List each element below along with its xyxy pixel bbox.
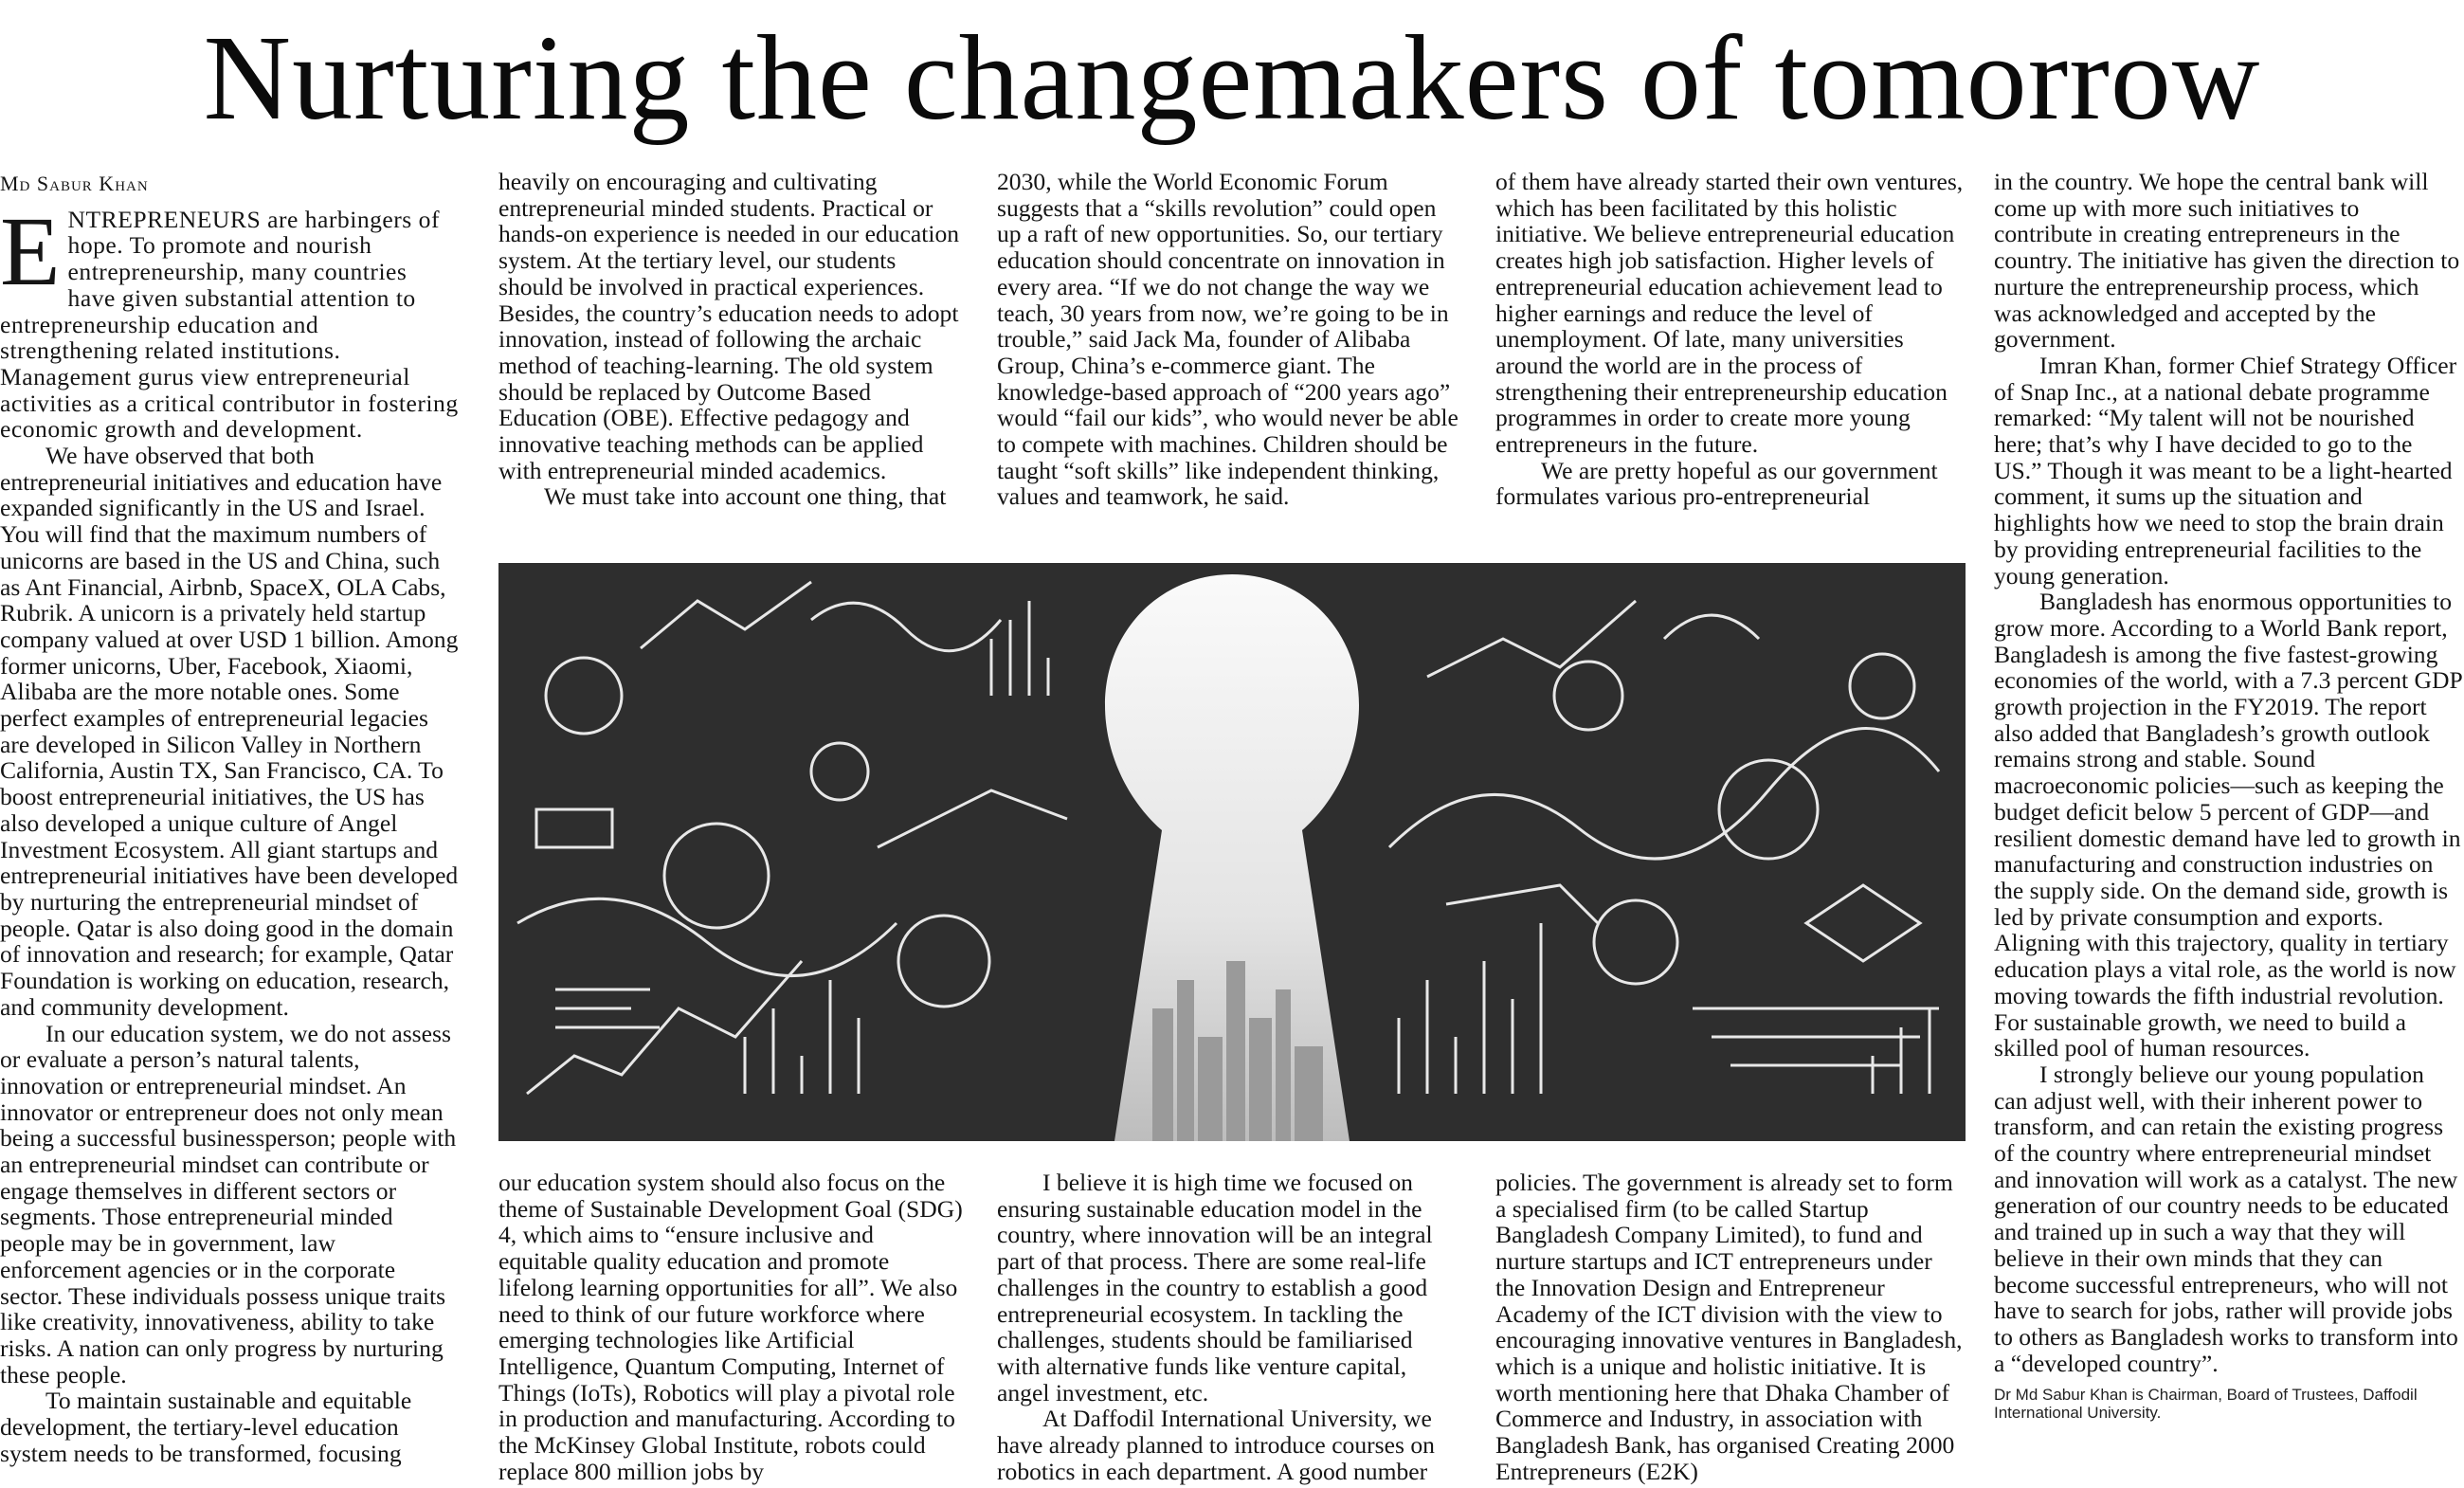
column-5: [1994, 169, 2462, 1422]
paragraph-lead: ENTREPRENEURS are harbingers of hope. To promote and nourish entrepreneurship, many countries have given substantial attention to entrepreneurship education and strengthening related institutions. Management gurus view entrepreneurial activities as a critical contributor in fostering economic growth and development.: [0, 196, 459, 444]
paragraph: our education system should also focus on the theme of Sustainable Development Goal (SDG) 4, which aims to “ensure inclusive and equitable quality education and promote lifelong learning opportunities for all”. We also need to think of our future workforce where emerging technologies like Artificial Intelligence, Quantum Computing, Internet of Things (IoTs), Robotics will play a pivotal role in production and manufacturing. According to the McKinsey Global Institute, robots could replace 800 million jobs by: [498, 1169, 963, 1485]
byline: Md Sabur Khan: [0, 172, 149, 195]
column-2-top: [498, 169, 963, 510]
drop-cap: E: [0, 196, 61, 306]
paragraph: 2030, while the World Economic Forum suggests that a “skills revolution” could open up a raft of new opportunities. So, our tertiary education should concentrate on innovation in every area. “If we do not change the way we teach, 30 years from now, we’re going to be in trouble,” said Jack Ma, founder of Alibaba Group, China’s e-commerce giant. The knowledge-based approach of “200 years ago” would “fail our kids”, who would never be able to compete with machines. Children should be taught “soft skills” like independent thinking, values and teamwork, he said.: [997, 168, 1458, 511]
paragraph: We have observed that both entrepreneurial initiatives and education have expanded significantly in the US and Israel. You will find that the maximum numbers of unicorns are based in the US and China, such as Ant Financial, Airbnb, SpaceX, OLA Cabs, Rubrik. A unicorn is a privately held startup company valued at over USD 1 billion. Among former unicorns, Uber, Facebook, Xiaomi, Alibaba are the more notable ones. Some perfect examples of entrepreneurial legacies are developed in Silicon Valley in Northern California, Austin TX, San Francisco, CA. To boost entrepreneurial initiatives, the US has also developed a unique culture of Angel Investment Ecosystem. All giant startups and entrepreneurial initiatives have been developed by nurturing the entrepreneurial mindset of people. Qatar is also doing good in the domain of innovation and research; for example, Qatar Foundation is working on education, research, and community development.: [0, 442, 459, 1021]
paragraph: We are pretty hopeful as our government formulates various pro-entrepreneurial: [1495, 456, 1938, 511]
column-3-top: [997, 169, 1461, 510]
column-4-bottom: [1495, 1170, 1966, 1484]
column-2-bottom: [498, 1170, 963, 1484]
paragraph: I strongly believe our young population can adjust well, with their inherent power to transform, and can retain the existing progress of the country where entrepreneurial mindset and innovation will work as a catalyst. The new generation of our country needs to be educated and trained up in such a way that they will believe in their own minds that they can become successful entrepreneurs, who will not have to search for jobs, rather will provide jobs to others as Bangladesh works to transform into a “developed country”.: [1994, 1060, 2458, 1377]
paragraph: To maintain sustainable and equitable development, the tertiary-level education system needs to be transformed, focusing: [0, 1387, 412, 1467]
headline: Nurturing the changemakers of tomorrow: [203, 10, 2261, 145]
author-bio: Dr Md Sabur Khan is Chairman, Board of Trustees, Daffodil International University.: [1994, 1386, 2418, 1423]
paragraph: heavily on encouraging and cultivating entrepreneurial minded students. Practical or hands-on experience is needed in our education system. At the tertiary level, our students should be involved in practical experiences. Besides, the country’s education needs to adopt innovation, instead of following the archaic method of teaching-learning. The old system should be replaced by Outcome Based Education (OBE). Effective pedagogy and innovative teaching methods can be applied with entrepreneurial minded academics.: [498, 168, 960, 484]
paragraph: Imran Khan, former Chief Strategy Officer of Snap Inc., at a national debate programme remarked: “My talent will not be nourished here; that’s why I have decided to go to the US.” Though it was meant to be a light-hearted comment, it sums up the situation and highlights how we need to stop the brain drain by providing entrepreneurial facilities to the young generation.: [1994, 351, 2457, 590]
paragraph: in the country. We hope the central bank will come up with more such initiatives to contribute in creating entrepreneurs in the country. The initiative has given the direction to nurture the entrepreneurship process, which was acknowledged and accepted by the government.: [1994, 168, 2460, 354]
column-4-top: [1495, 169, 1966, 510]
paragraph: Bangladesh has enormous opportunities to grow more. According to a World Bank report, Bangladesh is among the five fastest-growing economies of the world, with a 7.3 percent GDP growth projection in the FY2019. The report also added that Bangladesh’s growth outlook remains strong and stable. Sound macroeconomic policies—such as keeping the budget deficit below 5 percent of GDP—and resilient domestic demand have led to growth in manufacturing and construction industries on the supply side. On the demand side, growth is led by private consumption and exports. Aligning with this trajectory, quality in tertiary education plays a vital role, as the world is now moving towards the fifth industrial revolution. For sustainable growth, we need to build a skilled pool of human resources.: [1994, 588, 2462, 1062]
paragraph: of them have already started their own ventures, which has been facilitated by this holistic initiative. We believe entrepreneurial education creates high job satisfaction. Higher levels of entrepreneurial education achievement lead to higher earnings and reduce the level of unemployment. Of late, many universities around the world are in the process of strengthening their entrepreneurship education programmes in order to create more young entrepreneurs in the future.: [1495, 168, 1964, 459]
paragraph: policies. The government is already set to form a specialised firm (to be called Startup Bangladesh Company Limited), to fund and nurture startups and ICT entrepreneurs under the Innovation Design and Entrepreneur Academy of the ICT division with the view to encouraging innovative ventures in Bangladesh, which is a unique and holistic initiative. It is worth mentioning here that Dhaka Chamber of Commerce and Industry, in association with Bangladesh Bank, has organised Creating 2000 Entrepreneurs (E2K): [1495, 1169, 1963, 1485]
column-1: [0, 171, 461, 1466]
paragraph: I believe it is high time we focused on ensuring sustainable education model in the country, where innovation will be an integral part of that process. There are some real-life challenges in the country to establish a good entrepreneurial ecosystem. In tackling the challenges, students should be familiarised with alternative funds like venture capital, angel investment, etc.: [997, 1169, 1433, 1406]
paragraph: At Daffodil International University, we have already planned to introduce courses on robotics in each department. A good number: [997, 1405, 1435, 1485]
paragraph: In our education system, we do not assess or evaluate a person’s natural talents, innovation or entrepreneurial mindset. An innovator or entrepreneur does not only mean being a successful businessperson; people with an entrepreneurial mindset can contribute or engage themselves in different sectors or segments. Those entrepreneurial minded people may be in government, law enforcement agencies or in the corporate sector. These individuals possess unique traits like creativity, innovativeness, ability to take risks. A nation can only progress by nurturing these people.: [0, 1019, 457, 1388]
keyhole-illustration: [498, 563, 1966, 1141]
column-3-bottom: [997, 1170, 1461, 1484]
paragraph: We must take into account one thing, that: [544, 482, 947, 511]
keyhole-illustration-icon: [498, 563, 1966, 1141]
